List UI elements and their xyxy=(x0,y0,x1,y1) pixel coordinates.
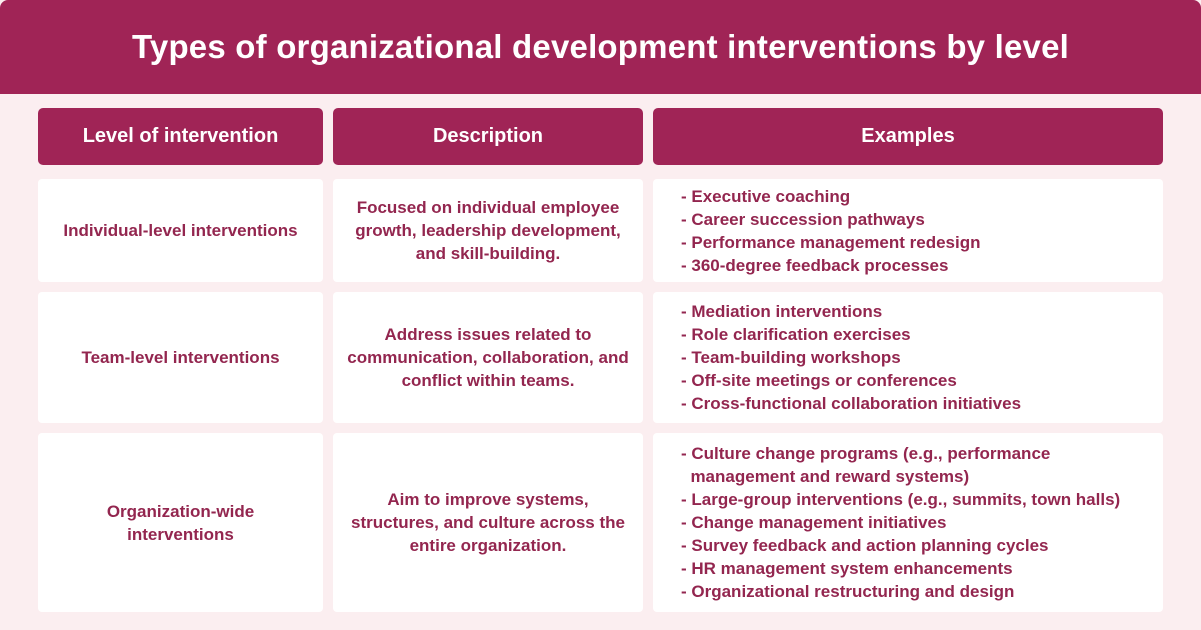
example-item: - Mediation interventions xyxy=(681,302,883,321)
row-organization-examples-cell xyxy=(653,433,1163,612)
column-header-examples: Examples xyxy=(653,108,1163,165)
example-item: - HR management system enhancements xyxy=(681,559,1013,578)
row-team-description-cell xyxy=(333,292,643,423)
row-organization-description-cell xyxy=(333,433,643,612)
example-item: - Large-group interventions (e.g., summits, town halls) xyxy=(681,490,1121,509)
example-item: - Organizational restructuring and design xyxy=(681,582,1015,601)
example-item: - Executive coaching xyxy=(681,186,851,206)
example-item: - Change management initiatives xyxy=(681,513,947,532)
row-team-level-cell xyxy=(38,292,323,423)
level-label: Organization-wide interventions xyxy=(106,501,255,544)
example-item: - Cross-functional collaboration initiatives xyxy=(681,394,1022,413)
examples-list xyxy=(681,300,1021,415)
example-item: - Role clarification exercises xyxy=(681,325,911,344)
row-individual-examples-cell xyxy=(653,179,1163,282)
example-item: management and reward systems) xyxy=(681,467,970,486)
description-text: Focused on individual employee growth, leadership development, and skill-building. xyxy=(355,198,621,263)
row-organization-level-cell xyxy=(38,433,323,612)
level-label: Team-level interventions xyxy=(81,348,280,367)
row-team-examples-cell xyxy=(653,292,1163,423)
title-banner xyxy=(0,0,1201,94)
column-header-description: Description xyxy=(333,108,643,165)
examples-list xyxy=(681,442,1120,603)
example-item: - Culture change programs (e.g., performance xyxy=(681,444,1051,463)
row-individual-level-cell xyxy=(38,179,323,282)
example-item: - Career succession pathways xyxy=(681,209,925,229)
description-text: Address issues related to communication, collaboration, and conflict within teams. xyxy=(347,325,629,390)
example-item: - Off-site meetings or conferences xyxy=(681,371,957,390)
level-label: Individual-level interventions xyxy=(63,221,298,240)
example-item: - Survey feedback and action planning cycles xyxy=(681,536,1049,555)
page-title: Types of organizational development interventions by level xyxy=(131,28,1070,65)
row-individual-description-cell xyxy=(333,179,643,282)
example-item: - Performance management redesign xyxy=(681,232,981,252)
description-text: Aim to improve systems, structures, and culture across the entire organization. xyxy=(351,490,625,555)
column-header-level: Level of intervention xyxy=(38,108,323,165)
examples-list xyxy=(681,185,980,277)
example-item: - Team-building workshops xyxy=(681,348,901,367)
example-item: - 360-degree feedback processes xyxy=(681,255,949,275)
